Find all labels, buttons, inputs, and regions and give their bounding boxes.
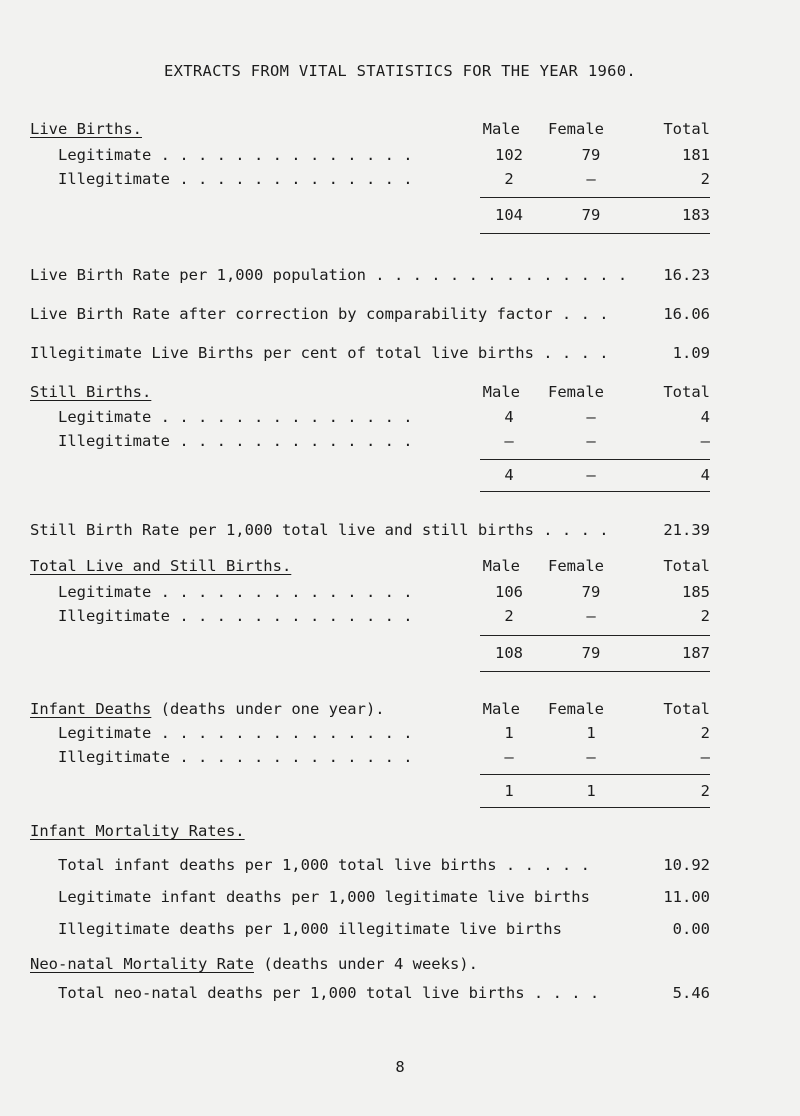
total-rule (480, 671, 710, 672)
table-row-label: Illegitimate . . . . . . . . . . . . . (58, 170, 413, 188)
neonatal-heading: Neo-natal Mortality Rate (30, 955, 254, 973)
total-cell-total: 4 (700, 466, 710, 484)
total-cell-female: 1 (586, 782, 596, 800)
table-cell-female: 1 (586, 724, 596, 742)
table-cell-female: – (586, 748, 596, 766)
col-male-header: Male (482, 700, 520, 718)
total-cell-total: 187 (682, 644, 710, 662)
total-rule (480, 233, 710, 234)
total-rule (480, 807, 710, 808)
table-cell-total: 2 (700, 607, 710, 625)
col-total-header: Total (663, 120, 710, 138)
table-cell-male: 4 (504, 408, 514, 426)
col-female-header: Female (548, 700, 604, 718)
col-male-header: Male (482, 557, 520, 575)
rate-value: 5.46 (672, 984, 710, 1002)
table-cell-total: 185 (682, 583, 710, 601)
total-cell-male: 104 (495, 206, 523, 224)
table-cell-female: – (586, 408, 596, 426)
table-cell-male: – (504, 748, 514, 766)
col-total-header: Total (663, 557, 710, 575)
total-cell-male: 1 (504, 782, 514, 800)
table-cell-male: 2 (504, 170, 514, 188)
subtotal-rule (480, 459, 710, 460)
infant-deaths-heading-line (30, 700, 385, 718)
table-cell-female: – (586, 607, 596, 625)
rate-label: Total infant deaths per 1,000 total live births . . . . . (58, 856, 590, 874)
table-cell-female: – (586, 170, 596, 188)
rate-label: Total neo-natal deaths per 1,000 total live births . . . . (58, 984, 600, 1002)
table-row-label: Illegitimate . . . . . . . . . . . . . (58, 748, 413, 766)
subtotal-rule (480, 197, 710, 198)
col-female-header: Female (548, 383, 604, 401)
document-title: EXTRACTS FROM VITAL STATISTICS FOR THE YEAR 1960. (164, 62, 636, 80)
rate-value: 21.39 (663, 521, 710, 539)
total-cell-female: – (586, 466, 596, 484)
total-cell-male: 108 (495, 644, 523, 662)
table-row-label: Legitimate . . . . . . . . . . . . . . (58, 583, 413, 601)
table-cell-female: 79 (581, 146, 601, 164)
total-cell-total: 2 (700, 782, 710, 800)
rate-label: Illegitimate Live Births per cent of total live births . . . . (30, 344, 609, 362)
table-cell-female: 79 (581, 583, 601, 601)
table-cell-total: 181 (682, 146, 710, 164)
rate-value: 10.92 (663, 856, 710, 874)
table-cell-total: – (700, 432, 710, 450)
total-rule (480, 491, 710, 492)
live-births-heading: Live Births. (30, 120, 142, 138)
neonatal-heading-line (30, 955, 478, 973)
total-cell-female: 79 (581, 644, 601, 662)
total-cell-male: 4 (504, 466, 514, 484)
infant-deaths-heading: Infant Deaths (30, 700, 152, 718)
rate-value: 16.06 (663, 305, 710, 323)
total-cell-female: 79 (581, 206, 601, 224)
total-cell-total: 183 (682, 206, 710, 224)
still-births-heading: Still Births. (30, 383, 152, 401)
table-cell-male: 1 (504, 724, 514, 742)
page-number: 8 (395, 1058, 405, 1076)
table-cell-male: – (504, 432, 514, 450)
table-row-label: Legitimate . . . . . . . . . . . . . . (58, 408, 413, 426)
table-cell-total: – (700, 748, 710, 766)
rate-value: 1.09 (672, 344, 710, 362)
total-live-still-heading: Total Live and Still Births. (30, 557, 292, 575)
infant-deaths-subheading: (deaths under one year). (160, 700, 385, 718)
col-female-header: Female (548, 557, 604, 575)
col-total-header: Total (663, 383, 710, 401)
subtotal-rule (480, 774, 710, 775)
col-male-header: Male (482, 120, 520, 138)
col-female-header: Female (548, 120, 604, 138)
table-cell-male: 2 (504, 607, 514, 625)
infant-mortality-heading: Infant Mortality Rates. (30, 822, 245, 840)
table-row-label: Legitimate . . . . . . . . . . . . . . (58, 146, 413, 164)
table-row-label: Illegitimate . . . . . . . . . . . . . (58, 607, 413, 625)
neonatal-subheading: (deaths under 4 weeks). (263, 955, 478, 973)
col-total-header: Total (663, 700, 710, 718)
rate-value: 11.00 (663, 888, 710, 906)
col-male-header: Male (482, 383, 520, 401)
rate-value: 16.23 (663, 266, 710, 284)
rate-value: 0.00 (672, 920, 710, 938)
rate-label: Legitimate infant deaths per 1,000 legitimate live births (58, 888, 590, 906)
rate-label: Live Birth Rate after correction by comparability factor . . . (30, 305, 609, 323)
table-row-label: Legitimate . . . . . . . . . . . . . . (58, 724, 413, 742)
rate-label: Illegitimate deaths per 1,000 illegitimate live births (58, 920, 562, 938)
table-cell-male: 102 (495, 146, 523, 164)
table-cell-total: 2 (700, 724, 710, 742)
rate-label: Live Birth Rate per 1,000 population . . . . . . . . . . . . . . (30, 266, 628, 284)
subtotal-rule (480, 635, 710, 636)
table-cell-total: 4 (700, 408, 710, 426)
table-cell-total: 2 (700, 170, 710, 188)
table-row-label: Illegitimate . . . . . . . . . . . . . (58, 432, 413, 450)
table-cell-male: 106 (495, 583, 523, 601)
rate-label: Still Birth Rate per 1,000 total live and still births . . . . (30, 521, 609, 539)
table-cell-female: – (586, 432, 596, 450)
